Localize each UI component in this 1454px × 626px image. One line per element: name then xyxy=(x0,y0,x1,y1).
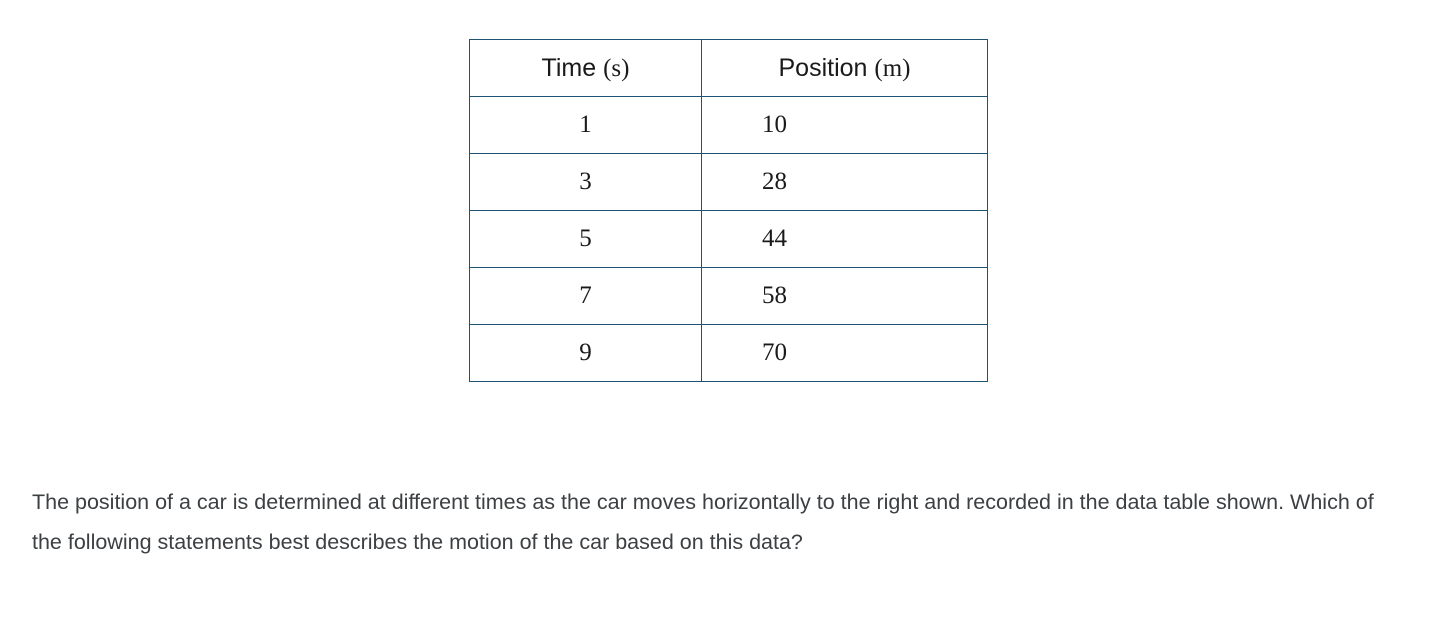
cell-time: 9 xyxy=(470,325,702,382)
cell-time: 1 xyxy=(470,97,702,154)
cell-position: 44 xyxy=(702,211,988,268)
column-header-position xyxy=(702,40,988,97)
column-header-time-label: Time xyxy=(541,53,597,82)
table-row xyxy=(470,154,988,211)
cell-position: 28 xyxy=(702,154,988,211)
data-table-container xyxy=(469,39,988,382)
column-header-position-unit: (m) xyxy=(874,54,911,82)
column-header-position-label: Position xyxy=(778,53,868,82)
table-row xyxy=(470,268,988,325)
table-row xyxy=(470,211,988,268)
cell-position: 70 xyxy=(702,325,988,382)
column-header-time-unit: (s) xyxy=(603,54,630,82)
column-header-time xyxy=(470,40,702,97)
cell-time: 5 xyxy=(470,211,702,268)
table-row xyxy=(470,325,988,382)
cell-position: 58 xyxy=(702,268,988,325)
table-header-row xyxy=(470,40,988,97)
cell-time: 7 xyxy=(470,268,702,325)
question-text: The position of a car is determined at different times as the car moves horizontally to the right and recorded in the data table shown. Which of the following statements best describes the motion of the car based on this data? xyxy=(32,489,1374,554)
cell-time: 3 xyxy=(470,154,702,211)
data-table xyxy=(469,39,988,382)
cell-position: 10 xyxy=(702,97,988,154)
table-row xyxy=(470,97,988,154)
